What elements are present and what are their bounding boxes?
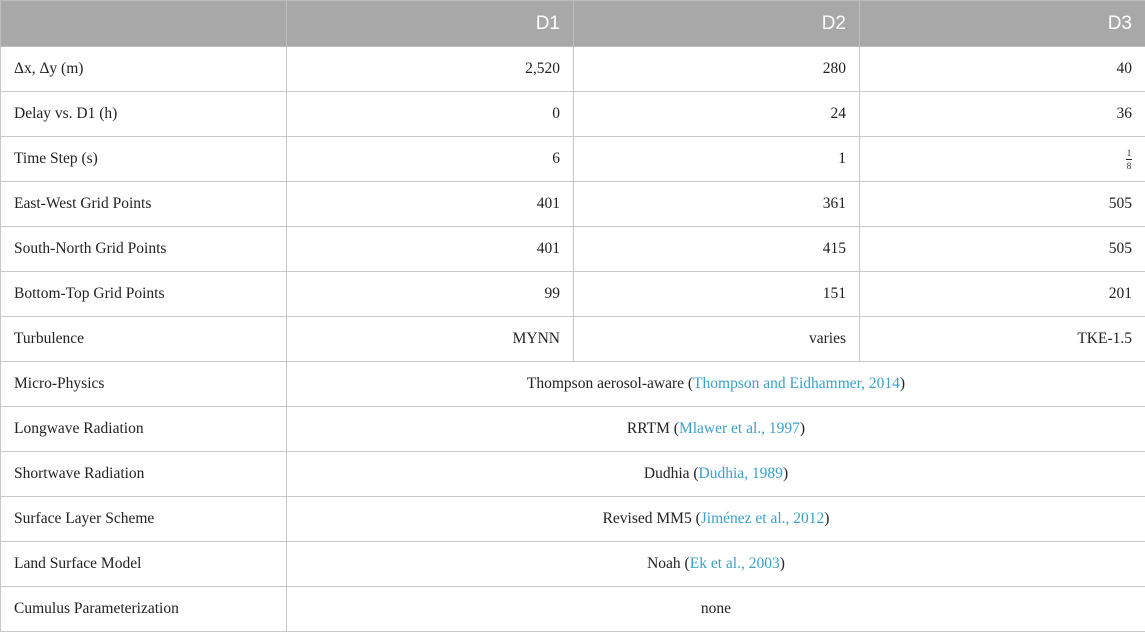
cell-d2: varies <box>574 317 860 362</box>
cell-d1: 401 <box>287 227 574 272</box>
cell-d1: 6 <box>287 137 574 182</box>
cell-d1: MYNN <box>287 317 574 362</box>
row-label: Delay vs. D1 (h) <box>1 92 287 137</box>
row-label: Turbulence <box>1 317 287 362</box>
cell-text: Thompson aerosol-aware ( <box>526 375 694 392</box>
cell-text: Dudhia ( <box>643 465 699 482</box>
cell-d2: 1 <box>574 137 860 182</box>
row-label: East-West Grid Points <box>1 182 287 227</box>
cell-d1: 99 <box>287 272 574 317</box>
spanning-cell <box>287 542 1145 587</box>
table-row <box>1 362 1145 407</box>
spanning-cell <box>287 452 1145 497</box>
fraction-bar <box>1126 159 1132 160</box>
spanning-cell: none <box>287 587 1145 632</box>
table-row <box>1 317 1145 362</box>
fraction <box>1126 148 1132 171</box>
table-row <box>1 497 1145 542</box>
table-row <box>1 272 1145 317</box>
citation-link[interactable]: Thompson and Eidhammer, 2014 <box>693 375 900 392</box>
table-row <box>1 137 1145 182</box>
table-row <box>1 227 1145 272</box>
cell-d2: 361 <box>574 182 860 227</box>
cell-text-close: ) <box>899 375 906 392</box>
row-label: Surface Layer Scheme <box>1 497 287 542</box>
header-d2: D2 <box>574 1 860 47</box>
header-blank <box>1 1 287 47</box>
table-row <box>1 92 1145 137</box>
cell-d1: 0 <box>287 92 574 137</box>
cell-text: Revised MM5 ( <box>602 510 701 527</box>
header-d3: D3 <box>860 1 1145 47</box>
spanning-cell <box>287 407 1145 452</box>
cell-text: Noah ( <box>647 555 690 572</box>
cell-d2: 280 <box>574 47 860 92</box>
table-row <box>1 407 1145 452</box>
cell-d2: 151 <box>574 272 860 317</box>
row-label: Longwave Radiation <box>1 407 287 452</box>
spanning-cell <box>287 362 1145 407</box>
table-row <box>1 452 1145 497</box>
cell-d1: 401 <box>287 182 574 227</box>
cell-d3 <box>860 137 1145 182</box>
row-label: Shortwave Radiation <box>1 452 287 497</box>
citation-link[interactable]: Ek et al., 2003 <box>689 555 780 572</box>
table-row <box>1 587 1145 632</box>
spanning-cell <box>287 497 1145 542</box>
table-row <box>1 182 1145 227</box>
row-label: Bottom-Top Grid Points <box>1 272 287 317</box>
cell-text-close: ) <box>779 555 785 572</box>
header-d1: D1 <box>287 1 574 47</box>
cell-d3: 505 <box>860 182 1145 227</box>
cell-d3: 505 <box>860 227 1145 272</box>
row-label: Time Step (s) <box>1 137 287 182</box>
cell-d2: 415 <box>574 227 860 272</box>
cell-text-close: ) <box>824 510 830 527</box>
cell-d3: 201 <box>860 272 1145 317</box>
cell-d2: 24 <box>574 92 860 137</box>
cell-d1: 2,520 <box>287 47 574 92</box>
row-label: Cumulus Parameterization <box>1 587 287 632</box>
table-row <box>1 542 1145 587</box>
cell-text-close: ) <box>782 465 789 482</box>
row-label: South-North Grid Points <box>1 227 287 272</box>
cell-text: RRTM ( <box>626 420 679 437</box>
citation-link[interactable]: Mlawer et al., 1997 <box>678 420 800 437</box>
row-label: Δx, Δy (m) <box>1 47 287 92</box>
fraction-numerator: 1 <box>1126 147 1132 158</box>
cell-d3: 40 <box>860 47 1145 92</box>
citation-link[interactable]: Dudhia, 1989 <box>698 465 783 482</box>
row-label: Micro-Physics <box>1 362 287 407</box>
citation-link[interactable]: Jiménez et al., 2012 <box>700 510 825 527</box>
cell-d3: 36 <box>860 92 1145 137</box>
cell-text-close: ) <box>799 420 806 437</box>
header-row <box>1 1 1145 47</box>
row-label: Land Surface Model <box>1 542 287 587</box>
table-row <box>1 47 1145 92</box>
cell-d3: TKE-1.5 <box>860 317 1145 362</box>
fraction-denominator: 8 <box>1126 160 1132 171</box>
